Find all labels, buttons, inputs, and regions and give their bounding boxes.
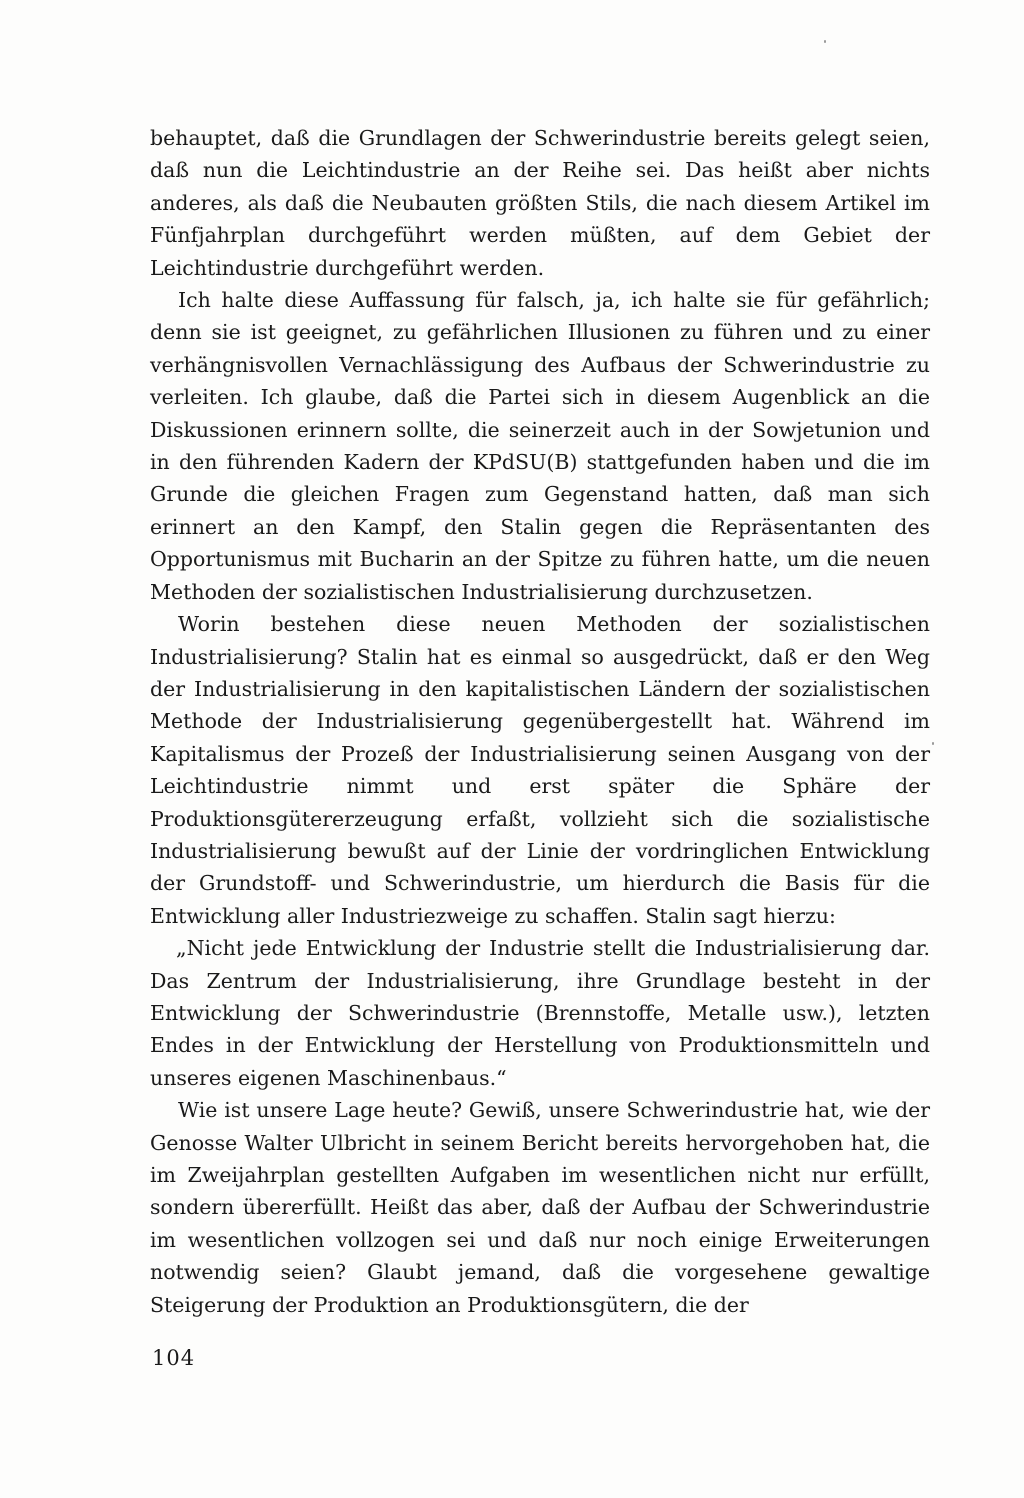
scan-speck xyxy=(932,742,934,745)
body-text xyxy=(150,122,930,1321)
scan-speck xyxy=(824,40,826,43)
paragraph: Wie ist unsere Lage heute? Gewiß, unsere Schwerindustrie hat, wie der Genosse Walter Ulbricht in seinem Bericht bereits hervorgehoben hat, die im Zweijahrplan gestellten Aufgaben im wesentlichen nicht nur erfüllt, sondern übererfüllt. Heißt das aber, daß der Aufbau der Schwerindustrie im wesentlichen vollzogen sei und daß nur noch einige Erweiterungen notwendig seien? Glaubt jemand, daß die vorgesehene gewaltige Steigerung der Produktion an Produktionsgütern, die der xyxy=(150,1098,930,1317)
paragraph: Worin bestehen diese neuen Methoden der sozialistischen Industrialisierung? Stalin hat es einmal so ausgedrückt, daß er den Weg der Industrialisierung in den kapitalistischen Ländern der sozialistischen Methode der Industrialisierung gegenübergestellt hat. Während im Kapitalismus der Prozeß der Industrialisierung seinen Ausgang von der Leichtindustrie nimmt und erst später die Sphäre der Produktionsgütererzeugung erfaßt, vollzieht sich die sozialistische Industrialisierung bewußt auf der Linie der vordringlichen Entwicklung der Grundstoff- und Schwerindustrie, um hierdurch die Basis für die Entwicklung aller Industriezweige zu schaffen. Stalin sagt hierzu: xyxy=(150,612,930,928)
page-number: 104 xyxy=(152,1346,196,1370)
paragraph-continuation: behauptet, daß die Grundlagen der Schwerindustrie bereits gelegt seien, daß nun die Leichtindustrie an der Reihe sei. Das heißt aber nichts anderes, als daß die Neubauten größten Stils, die nach diesem Artikel im Fünfjahrplan durchgeführt werden müßten, auf dem Gebiet der Leichtindustrie durchgeführt werden. xyxy=(150,126,930,280)
block-quote: „Nicht jede Entwicklung der Industrie stellt die Industrialisierung dar. Das Zentrum der Industrialisierung, ihre Grundlage besteht in der Entwicklung der Schwerindustrie (Brennstoffe, Metalle usw.), letzten Endes in der Entwicklung der Herstellung von Produktionsmitteln und unseres eigenen Maschinenbaus.“ xyxy=(150,936,930,1090)
paragraph: Ich halte diese Auffassung für falsch, ja, ich halte sie für gefährlich; denn sie ist geeignet, zu gefährlichen Illusionen zu führen und zu einer verhängnisvollen Vernachlässigung des Aufbaus der Schwerindustrie zu verleiten. Ich glaube, daß die Partei sich in diesem Augenblick an die Diskussionen erinnern sollte, die seinerzeit auch in der Sowjetunion und in den führenden Kadern der KPdSU(B) stattgefunden haben und die im Grunde die gleichen Fragen zum Gegenstand hatten, daß man sich erinnert an den Kampf, den Stalin gegen die Repräsentanten des Opportunismus mit Bucharin an der Spitze zu führen hatte, um die neuen Methoden der sozialistischen Industrialisierung durchzusetzen. xyxy=(150,288,930,604)
